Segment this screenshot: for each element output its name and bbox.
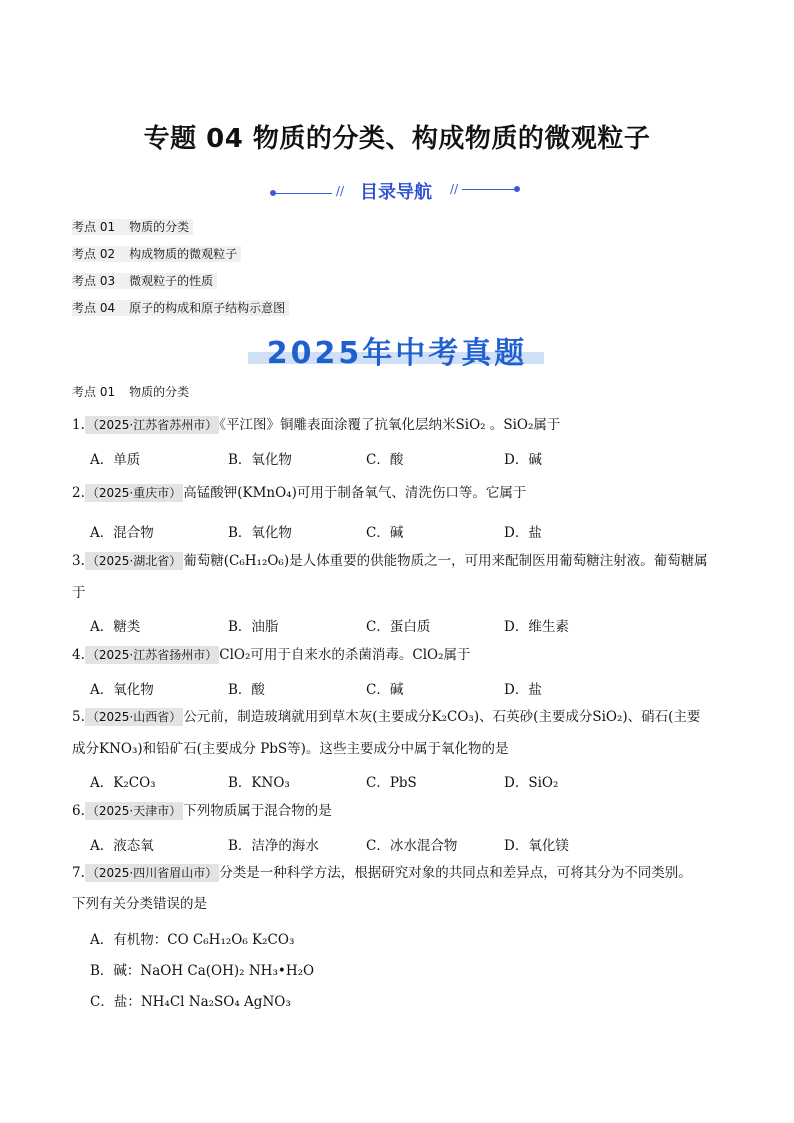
option[interactable]: B．洁净的海水 bbox=[228, 838, 319, 854]
option[interactable]: C．蛋白质 bbox=[366, 619, 431, 635]
toc-list bbox=[72, 218, 289, 326]
option[interactable]: B．KNO₃ bbox=[228, 775, 290, 791]
option[interactable]: C．酸 bbox=[366, 452, 404, 468]
option[interactable]: C．冰水混合物 bbox=[366, 838, 458, 854]
toc-item[interactable]: 考点 01 物质的分类 bbox=[72, 218, 289, 245]
option[interactable]: C．碱 bbox=[366, 525, 404, 541]
toc-item[interactable]: 考点 03 微观粒子的性质 bbox=[72, 272, 289, 299]
toc-item[interactable]: 考点 04 原子的构成和原子结构示意图 bbox=[72, 299, 289, 326]
option[interactable]: B．碱：NaOH Ca(OH)₂ NH₃•H₂O bbox=[90, 963, 315, 979]
question-3-cont: 于 bbox=[72, 585, 86, 601]
question-1: 1. （2025·江苏省苏州市） 《平江图》铜雕表面涂覆了抗氧化层纳米SiO₂ 。SiO₂属于 bbox=[72, 417, 561, 433]
option[interactable]: B．酸 bbox=[228, 682, 265, 698]
question-5: 5. （2025·山西省） 公元前，制造玻璃就用到草木灰(主要成分K₂CO₃)、石英砂(主要成分SiO₂)、硝石(主要 bbox=[72, 709, 701, 725]
decor-line bbox=[272, 193, 332, 194]
option[interactable]: A．糖类 bbox=[90, 619, 141, 635]
option[interactable]: D．盐 bbox=[504, 682, 542, 698]
option[interactable]: A．液态氧 bbox=[90, 838, 154, 854]
section-label: 考点 01 物质的分类 bbox=[72, 385, 190, 399]
toc-title: 目录导航 bbox=[360, 182, 432, 203]
source-tag: （2025·重庆市） bbox=[86, 486, 182, 500]
option[interactable]: D．盐 bbox=[504, 525, 542, 541]
option[interactable]: C．碱 bbox=[366, 682, 404, 698]
options-1 bbox=[90, 448, 642, 468]
source-tag: （2025·天津市） bbox=[86, 804, 182, 818]
source-tag: （2025·湖北省） bbox=[86, 554, 182, 568]
question-5-cont: 成分KNO₃)和铅矿石(主要成分 PbS等)。这些主要成分中属于氧化物的是 bbox=[72, 741, 509, 757]
question-7: 7. （2025·四川省眉山市） 分类是一种科学方法，根据研究对象的共同点和差异点，可将其分为不同类别。 bbox=[72, 865, 692, 881]
decor-slash: // bbox=[336, 184, 345, 198]
question-6: 6. （2025·天津市） 下列物质属于混合物的是 bbox=[72, 803, 332, 819]
source-tag: （2025·江苏省苏州市） bbox=[86, 418, 218, 432]
toc-item[interactable]: 考点 02 构成物质的微观粒子 bbox=[72, 245, 289, 272]
option[interactable]: D．SiO₂ bbox=[504, 775, 559, 791]
option[interactable]: A．K₂CO₃ bbox=[90, 775, 156, 791]
options-4 bbox=[90, 678, 642, 698]
options-6 bbox=[90, 834, 642, 854]
page-title: 专题 04 物质的分类、构成物质的微观粒子 bbox=[143, 124, 651, 154]
option[interactable]: D．维生素 bbox=[504, 619, 569, 635]
option[interactable]: C．PbS bbox=[366, 775, 417, 791]
option[interactable]: B．氧化物 bbox=[228, 452, 292, 468]
question-3: 3. （2025·湖北省） 葡萄糖(C₆H₁₂O₆)是人体重要的供能物质之一，可用来配制医用葡萄糖注射液。葡萄糖属 bbox=[72, 553, 708, 569]
section-banner bbox=[0, 326, 794, 370]
decor-slash: // bbox=[450, 182, 459, 196]
option[interactable]: A．混合物 bbox=[90, 525, 154, 541]
option[interactable]: D．碱 bbox=[504, 452, 542, 468]
question-2: 2. （2025·重庆市） 高锰酸钾(KMnO₄)可用于制备氧气、清洗伤口等。它属于 bbox=[72, 485, 527, 501]
decor-line bbox=[462, 189, 516, 190]
option[interactable]: C．盐：NH₄Cl Na₂SO₄ AgNO₃ bbox=[90, 994, 291, 1010]
option[interactable]: D．氧化镁 bbox=[504, 838, 569, 854]
option[interactable]: A．单质 bbox=[90, 452, 141, 468]
options-5 bbox=[90, 771, 642, 791]
option[interactable]: B．氧化物 bbox=[228, 525, 292, 541]
decor-dot bbox=[514, 186, 520, 192]
source-tag: （2025·江苏省扬州市） bbox=[86, 648, 218, 662]
source-tag: （2025·山西省） bbox=[86, 710, 182, 724]
options-2 bbox=[90, 521, 642, 541]
source-tag: （2025·四川省眉山市） bbox=[86, 866, 218, 880]
option[interactable]: A．氧化物 bbox=[90, 682, 154, 698]
question-4: 4. （2025·江苏省扬州市） ClO₂可用于自来水的杀菌消毒。ClO₂属于 bbox=[72, 647, 471, 663]
option[interactable]: A．有机物：CO C₆H₁₂O₆ K₂CO₃ bbox=[90, 932, 295, 948]
toc-header bbox=[0, 178, 794, 204]
banner-title: 2025年中考真题 bbox=[266, 336, 528, 371]
question-7-cont: 下列有关分类错误的是 bbox=[72, 896, 207, 912]
option[interactable]: B．油脂 bbox=[228, 619, 279, 635]
options-3 bbox=[90, 615, 642, 635]
